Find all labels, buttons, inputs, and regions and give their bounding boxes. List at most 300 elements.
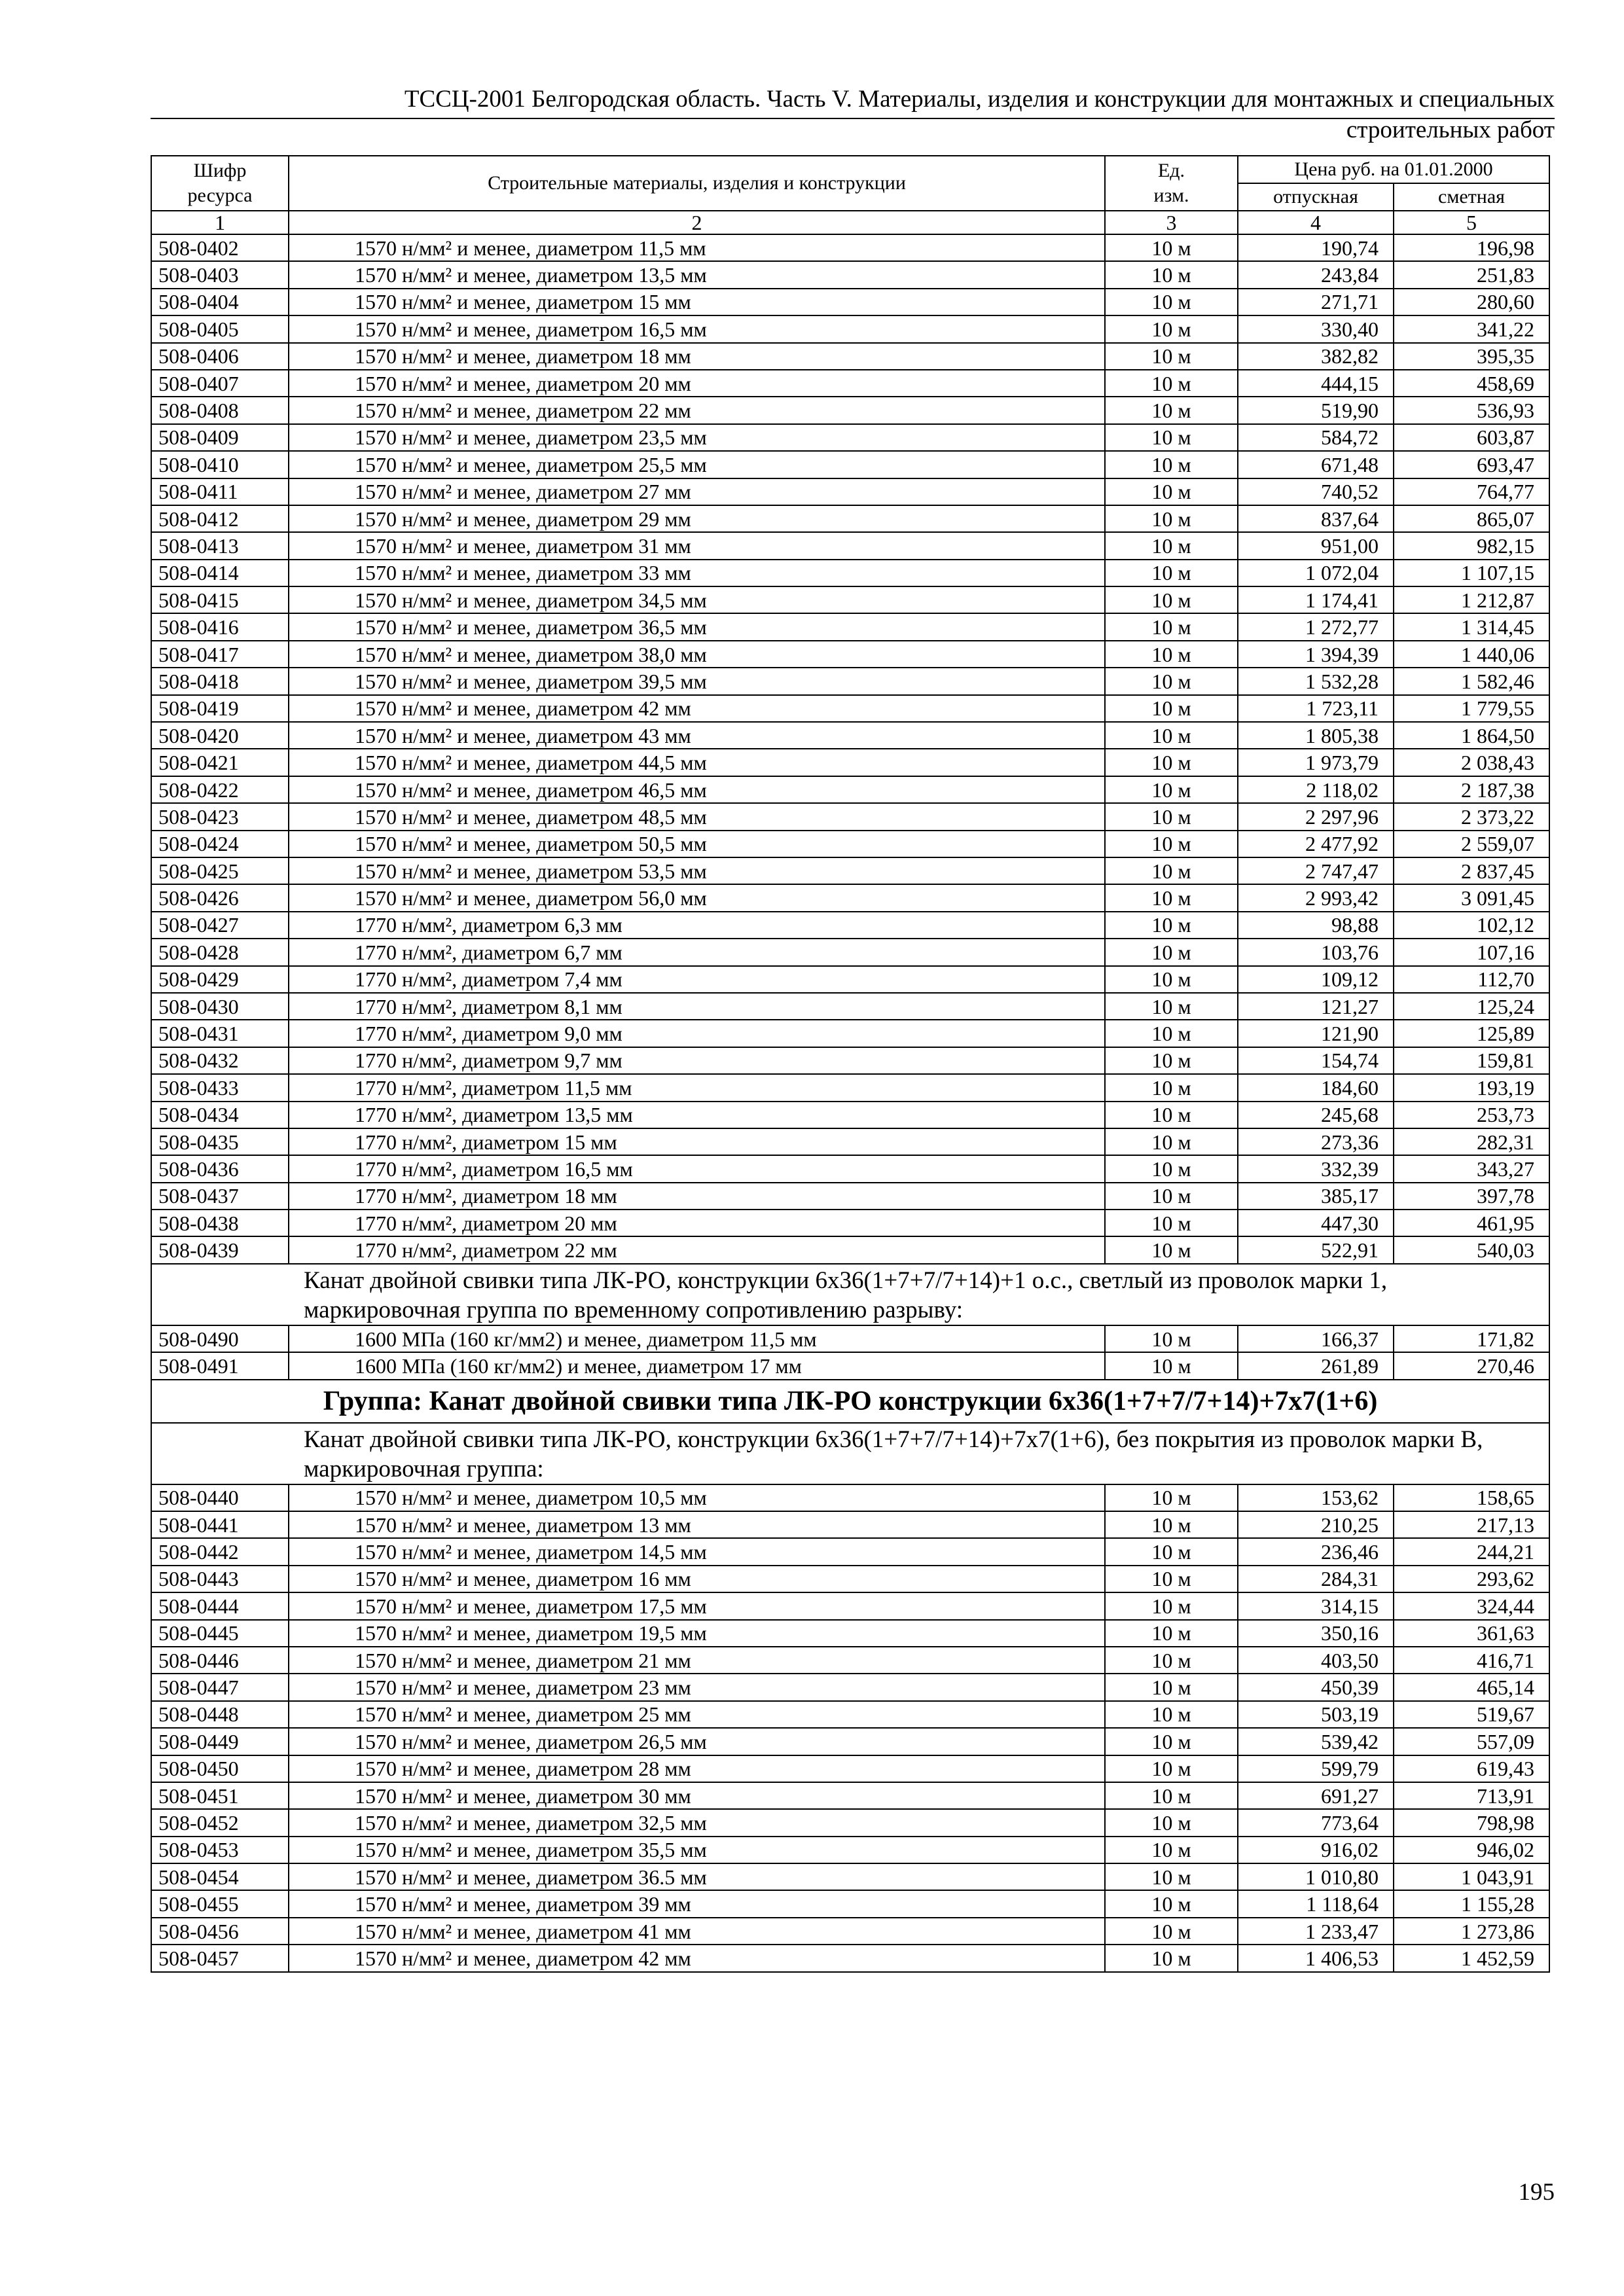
cell-code: 508-0437 — [151, 1183, 289, 1210]
cell-name: 1570 н/мм² и менее, диаметром 48,5 мм — [289, 803, 1105, 830]
cell-unit: 10 м — [1105, 289, 1238, 315]
cell-name: 1570 н/мм² и менее, диаметром 14,5 мм — [289, 1538, 1105, 1565]
head-price: Цена руб. на 01.01.2000 — [1238, 156, 1549, 183]
cell-name: 1570 н/мм² и менее, диаметром 20 мм — [289, 370, 1105, 397]
cell-name: 1570 н/мм² и менее, диаметром 29 мм — [289, 505, 1105, 532]
table-row — [151, 505, 1549, 532]
cell-estimate-price: 343,27 — [1394, 1155, 1549, 1182]
table-row — [151, 1863, 1549, 1890]
cell-release-price: 121,90 — [1238, 1020, 1394, 1047]
cell-name: 1770 н/мм², диаметром 7,4 мм — [289, 966, 1105, 993]
cell-release-price: 444,15 — [1238, 370, 1394, 397]
cell-estimate-price: 125,24 — [1394, 993, 1549, 1020]
cell-name: 1570 н/мм² и менее, диаметром 17,5 мм — [289, 1592, 1105, 1619]
table-row — [151, 1210, 1549, 1236]
cell-code: 508-0430 — [151, 993, 289, 1020]
cell-code: 508-0449 — [151, 1728, 289, 1755]
cell-code: 508-0451 — [151, 1782, 289, 1809]
cell-unit: 10 м — [1105, 1782, 1238, 1809]
cell-release-price: 740,52 — [1238, 478, 1394, 505]
cell-name: 1570 н/мм² и менее, диаметром 33 мм — [289, 560, 1105, 586]
cell-code: 508-0409 — [151, 424, 289, 451]
cell-unit: 10 м — [1105, 993, 1238, 1020]
cell-unit: 10 м — [1105, 451, 1238, 478]
cell-code: 508-0418 — [151, 668, 289, 694]
cell-code: 508-0453 — [151, 1837, 289, 1863]
cell-estimate-price: 1 582,46 — [1394, 668, 1549, 694]
cell-estimate-price: 3 091,45 — [1394, 884, 1549, 911]
table-row — [151, 993, 1549, 1020]
section-note-row — [151, 1423, 1549, 1484]
cell-name: 1570 н/мм² и менее, диаметром 16,5 мм — [289, 315, 1105, 342]
cell-name: 1570 н/мм² и менее, диаметром 31 мм — [289, 532, 1105, 559]
col-index-5: 5 — [1394, 211, 1549, 234]
cell-name: 1770 н/мм², диаметром 9,7 мм — [289, 1047, 1105, 1074]
cell-release-price: 154,74 — [1238, 1047, 1394, 1074]
cell-estimate-price: 946,02 — [1394, 1837, 1549, 1863]
table-row — [151, 1236, 1549, 1263]
cell-name: 1770 н/мм², диаметром 18 мм — [289, 1183, 1105, 1210]
table-row — [151, 776, 1549, 803]
cell-release-price: 332,39 — [1238, 1155, 1394, 1182]
cell-release-price: 245,68 — [1238, 1102, 1394, 1128]
cell-estimate-price: 112,70 — [1394, 966, 1549, 993]
cell-unit: 10 м — [1105, 1945, 1238, 1971]
cell-estimate-price: 465,14 — [1394, 1674, 1549, 1700]
cell-name: 1570 н/мм² и менее, диаметром 34,5 мм — [289, 586, 1105, 613]
price-table-body — [151, 156, 1549, 1972]
cell-code: 508-0444 — [151, 1592, 289, 1619]
table-row — [151, 831, 1549, 857]
cell-release-price: 2 747,47 — [1238, 857, 1394, 884]
table-row — [151, 884, 1549, 911]
cell-code: 508-0421 — [151, 749, 289, 776]
cell-release-price: 153,62 — [1238, 1484, 1394, 1511]
cell-estimate-price: 1 314,45 — [1394, 613, 1549, 640]
cell-estimate-price: 282,31 — [1394, 1128, 1549, 1155]
cell-name: 1570 н/мм² и менее, диаметром 15 мм — [289, 289, 1105, 315]
table-row — [151, 560, 1549, 586]
cell-code: 508-0431 — [151, 1020, 289, 1047]
cell-release-price: 314,15 — [1238, 1592, 1394, 1619]
cell-estimate-price: 193,19 — [1394, 1074, 1549, 1101]
head-release-price: отпускная — [1238, 183, 1394, 211]
cell-release-price: 350,16 — [1238, 1620, 1394, 1647]
cell-name: 1770 н/мм², диаметром 20 мм — [289, 1210, 1105, 1236]
cell-unit: 10 м — [1105, 939, 1238, 965]
table-row — [151, 641, 1549, 668]
cell-name: 1570 н/мм² и менее, диаметром 41 мм — [289, 1918, 1105, 1945]
table-row — [151, 1566, 1549, 1592]
cell-code: 508-0419 — [151, 695, 289, 722]
cell-code: 508-0441 — [151, 1511, 289, 1538]
table-row — [151, 261, 1549, 288]
table-row — [151, 1782, 1549, 1809]
cell-estimate-price: 2 373,22 — [1394, 803, 1549, 830]
cell-release-price: 447,30 — [1238, 1210, 1394, 1236]
table-row — [151, 1183, 1549, 1210]
cell-release-price: 403,50 — [1238, 1647, 1394, 1674]
cell-name: 1570 н/мм² и менее, диаметром 50,5 мм — [289, 831, 1105, 857]
cell-name: 1570 н/мм² и менее, диаметром 39 мм — [289, 1890, 1105, 1917]
cell-unit: 10 м — [1105, 397, 1238, 423]
cell-release-price: 103,76 — [1238, 939, 1394, 965]
cell-code: 508-0406 — [151, 343, 289, 370]
cell-estimate-price: 171,82 — [1394, 1325, 1549, 1352]
cell-name: 1570 н/мм² и менее, диаметром 28 мм — [289, 1755, 1105, 1782]
cell-name: 1570 н/мм² и менее, диаметром 46,5 мм — [289, 776, 1105, 803]
cell-estimate-price: 461,95 — [1394, 1210, 1549, 1236]
cell-estimate-price: 519,67 — [1394, 1701, 1549, 1728]
cell-unit: 10 м — [1105, 831, 1238, 857]
cell-unit: 10 м — [1105, 1210, 1238, 1236]
cell-unit: 10 м — [1105, 1863, 1238, 1890]
header-line-1: ТССЦ-2001 Белгородская область. Часть V. Материалы, изделия и конструкции для монтажных и специальных — [404, 86, 1555, 113]
table-row — [151, 424, 1549, 451]
cell-code: 508-0425 — [151, 857, 289, 884]
cell-code: 508-0439 — [151, 1236, 289, 1263]
cell-unit: 10 м — [1105, 1484, 1238, 1511]
cell-estimate-price: 293,62 — [1394, 1566, 1549, 1592]
cell-unit: 10 м — [1105, 1236, 1238, 1263]
cell-estimate-price: 1 864,50 — [1394, 722, 1549, 749]
cell-estimate-price: 1 043,91 — [1394, 1863, 1549, 1890]
cell-code: 508-0457 — [151, 1945, 289, 1971]
cell-code: 508-0416 — [151, 613, 289, 640]
cell-name: 1770 н/мм², диаметром 9,0 мм — [289, 1020, 1105, 1047]
cell-estimate-price: 253,73 — [1394, 1102, 1549, 1128]
cell-unit: 10 м — [1105, 803, 1238, 830]
table-row — [151, 749, 1549, 776]
cell-code: 508-0456 — [151, 1918, 289, 1945]
cell-release-price: 243,84 — [1238, 261, 1394, 288]
cell-name: 1570 н/мм² и менее, диаметром 42 мм — [289, 1945, 1105, 1971]
cell-name: 1770 н/мм², диаметром 6,7 мм — [289, 939, 1105, 965]
head-code: Шифр ресурса — [151, 156, 289, 211]
cell-unit: 10 м — [1105, 478, 1238, 505]
cell-code: 508-0442 — [151, 1538, 289, 1565]
col-index-2: 2 — [289, 211, 1105, 234]
cell-release-price: 1 118,64 — [1238, 1890, 1394, 1917]
table-row — [151, 451, 1549, 478]
section-note-row — [151, 1264, 1549, 1325]
cell-release-price: 98,88 — [1238, 912, 1394, 939]
cell-unit: 10 м — [1105, 261, 1238, 288]
table-row — [151, 478, 1549, 505]
cell-name: 1570 н/мм² и менее, диаметром 25 мм — [289, 1701, 1105, 1728]
cell-release-price: 382,82 — [1238, 343, 1394, 370]
cell-unit: 10 м — [1105, 1918, 1238, 1945]
cell-estimate-price: 270,46 — [1394, 1352, 1549, 1379]
cell-code: 508-0443 — [151, 1566, 289, 1592]
cell-estimate-price: 125,89 — [1394, 1020, 1549, 1047]
cell-name: 1570 н/мм² и менее, диаметром 32,5 мм — [289, 1809, 1105, 1836]
cell-release-price: 330,40 — [1238, 315, 1394, 342]
cell-name: 1570 н/мм² и менее, диаметром 25,5 мм — [289, 451, 1105, 478]
cell-unit: 10 м — [1105, 749, 1238, 776]
cell-release-price: 190,74 — [1238, 234, 1394, 261]
cell-estimate-price: 2 559,07 — [1394, 831, 1549, 857]
cell-code: 508-0403 — [151, 261, 289, 288]
table-row — [151, 857, 1549, 884]
cell-estimate-price: 982,15 — [1394, 532, 1549, 559]
table-row — [151, 668, 1549, 694]
cell-estimate-price: 1 440,06 — [1394, 641, 1549, 668]
cell-name: 1570 н/мм² и менее, диаметром 36.5 мм — [289, 1863, 1105, 1890]
table-row — [151, 532, 1549, 559]
cell-estimate-price: 619,43 — [1394, 1755, 1549, 1782]
cell-name: 1570 н/мм² и менее, диаметром 27 мм — [289, 478, 1105, 505]
col-index-4: 4 — [1238, 211, 1394, 234]
cell-estimate-price: 536,93 — [1394, 397, 1549, 423]
cell-estimate-price: 244,21 — [1394, 1538, 1549, 1565]
cell-name: 1570 н/мм² и менее, диаметром 13,5 мм — [289, 261, 1105, 288]
cell-release-price: 121,27 — [1238, 993, 1394, 1020]
table-row — [151, 1074, 1549, 1101]
cell-release-price: 1 272,77 — [1238, 613, 1394, 640]
cell-release-price: 1 072,04 — [1238, 560, 1394, 586]
cell-release-price: 2 477,92 — [1238, 831, 1394, 857]
cell-release-price: 1 010,80 — [1238, 1863, 1394, 1890]
cell-code: 508-0404 — [151, 289, 289, 315]
cell-release-price: 1 394,39 — [1238, 641, 1394, 668]
cell-unit: 10 м — [1105, 1837, 1238, 1863]
cell-unit: 10 м — [1105, 1155, 1238, 1182]
cell-unit: 10 м — [1105, 912, 1238, 939]
cell-release-price: 236,46 — [1238, 1538, 1394, 1565]
cell-unit: 10 м — [1105, 343, 1238, 370]
cell-release-price: 503,19 — [1238, 1701, 1394, 1728]
cell-release-price: 1 723,11 — [1238, 695, 1394, 722]
cell-estimate-price: 397,78 — [1394, 1183, 1549, 1210]
cell-unit: 10 м — [1105, 1566, 1238, 1592]
cell-release-price: 385,17 — [1238, 1183, 1394, 1210]
cell-unit: 10 м — [1105, 1020, 1238, 1047]
table-row — [151, 343, 1549, 370]
cell-code: 508-0448 — [151, 1701, 289, 1728]
cell-unit: 10 м — [1105, 884, 1238, 911]
cell-unit: 10 м — [1105, 857, 1238, 884]
cell-unit: 10 м — [1105, 1511, 1238, 1538]
cell-estimate-price: 2 837,45 — [1394, 857, 1549, 884]
table-row — [151, 1155, 1549, 1182]
cell-name: 1570 н/мм² и менее, диаметром 38,0 мм — [289, 641, 1105, 668]
cell-estimate-price: 2 187,38 — [1394, 776, 1549, 803]
table-row — [151, 966, 1549, 993]
cell-estimate-price: 1 107,15 — [1394, 560, 1549, 586]
cell-code: 508-0424 — [151, 831, 289, 857]
table-row — [151, 1728, 1549, 1755]
page-number: 195 — [1518, 2179, 1555, 2206]
cell-release-price: 519,90 — [1238, 397, 1394, 423]
cell-release-price: 271,71 — [1238, 289, 1394, 315]
cell-name: 1770 н/мм², диаметром 11,5 мм — [289, 1074, 1105, 1101]
cell-estimate-price: 713,91 — [1394, 1782, 1549, 1809]
cell-estimate-price: 341,22 — [1394, 315, 1549, 342]
cell-unit: 10 м — [1105, 424, 1238, 451]
cell-name: 1570 н/мм² и менее, диаметром 44,5 мм — [289, 749, 1105, 776]
cell-estimate-price: 395,35 — [1394, 343, 1549, 370]
cell-code: 508-0426 — [151, 884, 289, 911]
cell-release-price: 284,31 — [1238, 1566, 1394, 1592]
column-index-row — [151, 211, 1549, 234]
cell-code: 508-0434 — [151, 1102, 289, 1128]
cell-estimate-price: 2 038,43 — [1394, 749, 1549, 776]
head-name: Строительные материалы, изделия и конструкции — [289, 156, 1105, 211]
price-table — [151, 155, 1550, 1973]
cell-name: 1770 н/мм², диаметром 8,1 мм — [289, 993, 1105, 1020]
cell-code: 508-0413 — [151, 532, 289, 559]
head-unit: Ед. изм. — [1105, 156, 1238, 211]
cell-unit: 10 м — [1105, 613, 1238, 640]
cell-unit: 10 м — [1105, 1647, 1238, 1674]
cell-unit: 10 м — [1105, 1128, 1238, 1155]
cell-code: 508-0445 — [151, 1620, 289, 1647]
table-row — [151, 1809, 1549, 1836]
cell-name: 1770 н/мм², диаметром 15 мм — [289, 1128, 1105, 1155]
cell-name: 1570 н/мм² и менее, диаметром 21 мм — [289, 1647, 1105, 1674]
cell-unit: 10 м — [1105, 1592, 1238, 1619]
cell-unit: 10 м — [1105, 1890, 1238, 1917]
cell-estimate-price: 102,12 — [1394, 912, 1549, 939]
cell-release-price: 584,72 — [1238, 424, 1394, 451]
cell-release-price: 2 993,42 — [1238, 884, 1394, 911]
table-row — [151, 1352, 1549, 1379]
cell-name: 1570 н/мм² и менее, диаметром 16 мм — [289, 1566, 1105, 1592]
cell-estimate-price: 540,03 — [1394, 1236, 1549, 1263]
cell-name: 1570 н/мм² и менее, диаметром 23 мм — [289, 1674, 1105, 1700]
cell-unit: 10 м — [1105, 1183, 1238, 1210]
cell-release-price: 773,64 — [1238, 1809, 1394, 1836]
cell-code: 508-0402 — [151, 234, 289, 261]
cell-code: 508-0411 — [151, 478, 289, 505]
col-index-1: 1 — [151, 211, 289, 234]
cell-unit: 10 м — [1105, 505, 1238, 532]
cell-release-price: 691,27 — [1238, 1782, 1394, 1809]
cell-code: 508-0420 — [151, 722, 289, 749]
cell-name: 1570 н/мм² и менее, диаметром 10,5 мм — [289, 1484, 1105, 1511]
header-line-2: строительных работ — [1346, 117, 1555, 143]
cell-release-price: 450,39 — [1238, 1674, 1394, 1700]
cell-code: 508-0414 — [151, 560, 289, 586]
cell-code: 508-0412 — [151, 505, 289, 532]
cell-estimate-price: 251,83 — [1394, 261, 1549, 288]
cell-name: 1600 МПа (160 кг/мм2) и менее, диаметром 11,5 мм — [289, 1325, 1105, 1352]
cell-release-price: 916,02 — [1238, 1837, 1394, 1863]
cell-name: 1570 н/мм² и менее, диаметром 26,5 мм — [289, 1728, 1105, 1755]
table-row — [151, 1945, 1549, 1971]
table-row — [151, 1837, 1549, 1863]
cell-name: 1770 н/мм², диаметром 6,3 мм — [289, 912, 1105, 939]
cell-unit: 10 м — [1105, 1755, 1238, 1782]
table-row — [151, 1701, 1549, 1728]
cell-name: 1570 н/мм² и менее, диаметром 35,5 мм — [289, 1837, 1105, 1863]
cell-code: 508-0450 — [151, 1755, 289, 1782]
head-estimate-price: сметная — [1394, 183, 1549, 211]
cell-code: 508-0446 — [151, 1647, 289, 1674]
cell-release-price: 951,00 — [1238, 532, 1394, 559]
cell-release-price: 522,91 — [1238, 1236, 1394, 1263]
cell-name: 1570 н/мм² и менее, диаметром 53,5 мм — [289, 857, 1105, 884]
table-row — [151, 1755, 1549, 1782]
cell-unit: 10 м — [1105, 234, 1238, 261]
cell-code: 508-0455 — [151, 1890, 289, 1917]
cell-unit: 10 м — [1105, 1620, 1238, 1647]
cell-name: 1570 н/мм² и менее, диаметром 23,5 мм — [289, 424, 1105, 451]
cell-estimate-price: 280,60 — [1394, 289, 1549, 315]
header-rule — [151, 118, 1555, 119]
table-row — [151, 1647, 1549, 1674]
cell-code: 508-0407 — [151, 370, 289, 397]
cell-code: 508-0427 — [151, 912, 289, 939]
cell-estimate-price: 557,09 — [1394, 1728, 1549, 1755]
cell-release-price: 1 233,47 — [1238, 1918, 1394, 1945]
cell-name: 1770 н/мм², диаметром 22 мм — [289, 1236, 1105, 1263]
cell-code: 508-0432 — [151, 1047, 289, 1074]
table-row — [151, 1047, 1549, 1074]
cell-name: 1570 н/мм² и менее, диаметром 39,5 мм — [289, 668, 1105, 694]
cell-release-price: 2 297,96 — [1238, 803, 1394, 830]
group-title: Группа: Канат двойной свивки типа ЛК-РО конструкции 6х36(1+7+7/7+14)+7х7(1+6) — [151, 1380, 1549, 1423]
cell-code: 508-0491 — [151, 1352, 289, 1379]
cell-code: 508-0447 — [151, 1674, 289, 1700]
cell-release-price: 1 406,53 — [1238, 1945, 1394, 1971]
cell-unit: 10 м — [1105, 586, 1238, 613]
cell-code: 508-0405 — [151, 315, 289, 342]
cell-code: 508-0417 — [151, 641, 289, 668]
cell-estimate-price: 1 452,59 — [1394, 1945, 1549, 1971]
table-row — [151, 1592, 1549, 1619]
cell-unit: 10 м — [1105, 532, 1238, 559]
cell-name: 1570 н/мм² и менее, диаметром 30 мм — [289, 1782, 1105, 1809]
cell-code: 508-0454 — [151, 1863, 289, 1890]
cell-release-price: 1 532,28 — [1238, 668, 1394, 694]
table-row — [151, 315, 1549, 342]
cell-release-price: 1 805,38 — [1238, 722, 1394, 749]
cell-code: 508-0435 — [151, 1128, 289, 1155]
cell-estimate-price: 361,63 — [1394, 1620, 1549, 1647]
cell-estimate-price: 1 212,87 — [1394, 586, 1549, 613]
cell-unit: 10 м — [1105, 695, 1238, 722]
cell-code: 508-0433 — [151, 1074, 289, 1101]
cell-unit: 10 м — [1105, 668, 1238, 694]
cell-estimate-price: 196,98 — [1394, 234, 1549, 261]
cell-release-price: 671,48 — [1238, 451, 1394, 478]
cell-unit: 10 м — [1105, 1325, 1238, 1352]
cell-code: 508-0429 — [151, 966, 289, 993]
table-row — [151, 912, 1549, 939]
cell-estimate-price: 324,44 — [1394, 1592, 1549, 1619]
cell-unit: 10 м — [1105, 560, 1238, 586]
table-row — [151, 1918, 1549, 1945]
cell-estimate-price: 1 155,28 — [1394, 1890, 1549, 1917]
cell-release-price: 184,60 — [1238, 1074, 1394, 1101]
cell-estimate-price: 458,69 — [1394, 370, 1549, 397]
cell-name: 1570 н/мм² и менее, диаметром 18 мм — [289, 343, 1105, 370]
cell-code: 508-0438 — [151, 1210, 289, 1236]
cell-name: 1570 н/мм² и менее, диаметром 22 мм — [289, 397, 1105, 423]
cell-release-price: 273,36 — [1238, 1128, 1394, 1155]
cell-estimate-price: 158,65 — [1394, 1484, 1549, 1511]
table-row — [151, 1128, 1549, 1155]
section-note: Канат двойной свивки типа ЛК-РО, конструкции 6х36(1+7+7/7+14)+1 о.с., светлый из проволок марки 1, маркировочная группа по временному сопротивлению разрыву: — [151, 1264, 1549, 1325]
cell-release-price: 166,37 — [1238, 1325, 1394, 1352]
table-row — [151, 695, 1549, 722]
cell-release-price: 2 118,02 — [1238, 776, 1394, 803]
table-row — [151, 289, 1549, 315]
cell-estimate-price: 1 273,86 — [1394, 1918, 1549, 1945]
cell-name: 1570 н/мм² и менее, диаметром 43 мм — [289, 722, 1105, 749]
